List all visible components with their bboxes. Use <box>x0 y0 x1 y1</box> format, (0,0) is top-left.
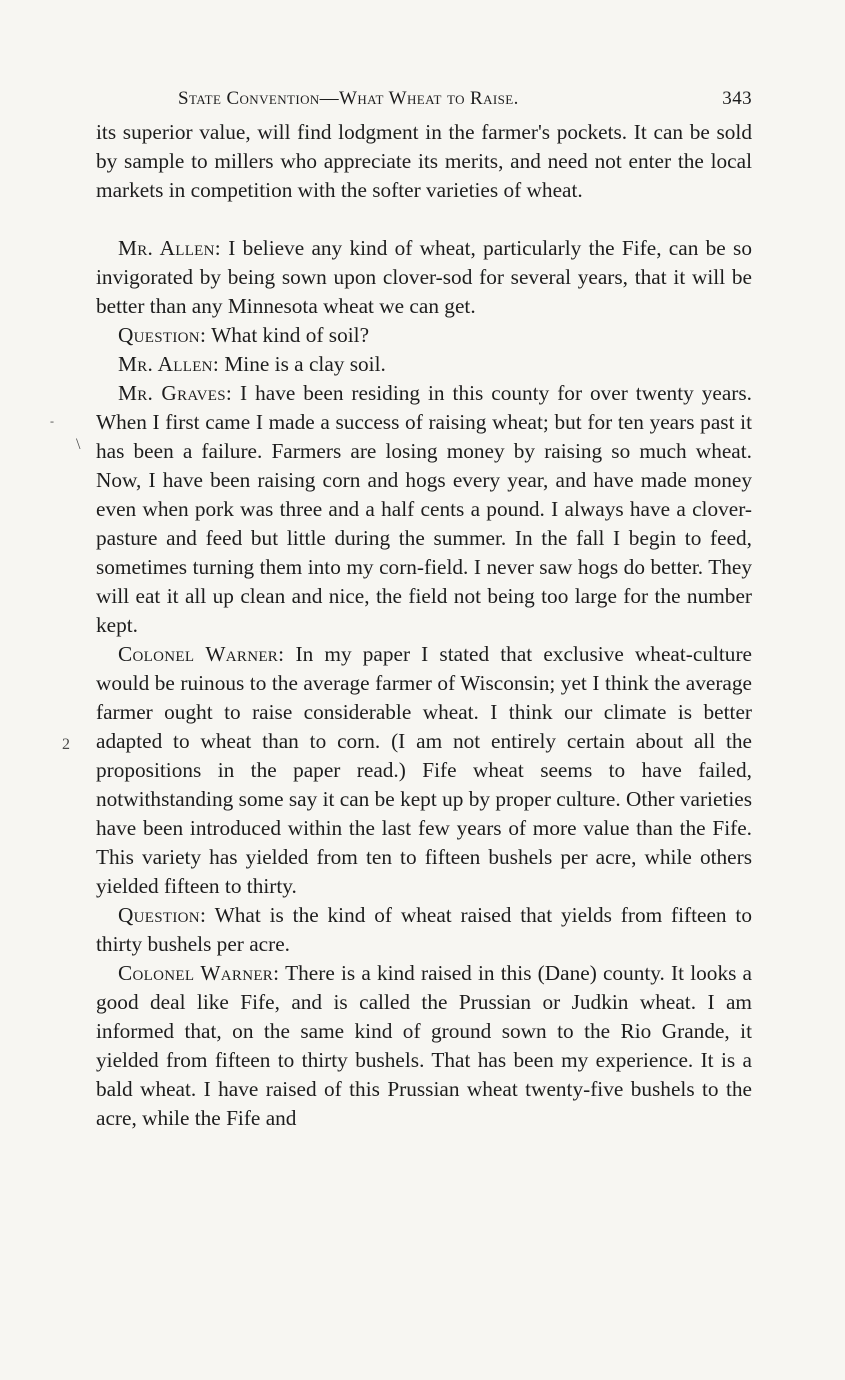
speaker-name: Mr. Allen: <box>118 236 221 260</box>
paragraph-text: What is the kind of wheat raised that yields from fifteen to thirty bushels per acre. <box>96 903 752 956</box>
page <box>96 84 752 1133</box>
paragraph-allen-answer <box>96 350 752 379</box>
speaker-name: Question: <box>118 323 207 347</box>
paragraph-text: I have been residing in this county for over twenty years. When I first came I made a success of raising wheat; but for ten years past it has been a failure. Farmers are losing money by raising so much wheat. Now, I have been raising corn and hogs every year, and have made money even when pork was three and a half cents a pound. I always have a clover-pasture and feed but little during the summer. In the fall I begin to feed, sometimes turning them into my corn-field. I never saw hogs do better. They will eat it all up clean and nice, the field not being too large for the number kept. <box>96 381 752 637</box>
paragraph-graves <box>96 379 752 640</box>
speaker-name: Colonel Warner: <box>118 642 285 666</box>
paragraph-text: There is a kind raised in this (Dane) county. It looks a good deal like Fife, and is called the Prussian or Judkin wheat. I am informed that, on the same kind of ground sown to the Rio Grande, it yielded from fifteen to thirty bushels. That has been my experience. It is a bald wheat. I have raised of this Prussian wheat twenty-five bushels to the acre, while the Fife and <box>96 961 752 1130</box>
paragraph-text: Mine is a clay soil. <box>219 352 386 376</box>
paragraph-warner <box>96 640 752 901</box>
running-title: State Convention—What Wheat to Raise. <box>178 88 519 109</box>
speaker-name: Colonel Warner: <box>118 961 280 985</box>
speaker-name: Mr. Graves: <box>118 381 233 405</box>
paragraph-warner-2 <box>96 959 752 1133</box>
margin-mark: \ <box>76 436 81 453</box>
speaker-name: Mr. Allen: <box>118 352 220 376</box>
section-gap <box>96 205 752 234</box>
margin-tick: - <box>50 414 54 428</box>
paragraph-allen <box>96 234 752 321</box>
paragraph-text: its superior value, will find lodgment in the farmer's pockets. It can be sold by sample to millers who appreciate its merits, and need not enter the local markets in competition with the softer varieties of wheat. <box>96 120 752 202</box>
paragraph-continuation <box>96 118 752 205</box>
speaker-name: Question: <box>118 903 207 927</box>
paragraph-question <box>96 321 752 350</box>
paragraph-text: I believe any kind of wheat, particularly the Fife, can be so invigorated by being sown upon clover-sod for several years, that it will be better than any Minnesota wheat we can get. <box>96 236 752 318</box>
running-header <box>96 84 752 118</box>
paragraph-question-2 <box>96 901 752 959</box>
paragraph-text: In my paper I stated that exclusive wheat-culture would be ruinous to the average farmer of Wisconsin; yet I think the average farmer ought to raise considerable wheat. I think our climate is better adapted to wheat than to corn. (I am not entirely certain about all the propositions in the paper read.) Fife wheat seems to have failed, notwithstanding some say it can be kept up by proper culture. Other varieties have been introduced within the last few years of more value than the Fife. This variety has yielded from ten to fifteen bushels per acre, while others yielded fifteen to thirty. <box>96 642 752 898</box>
margin-annotation: 2 <box>62 736 70 753</box>
page-number: 343 <box>722 88 752 109</box>
paragraph-text: What kind of soil? <box>206 323 370 347</box>
